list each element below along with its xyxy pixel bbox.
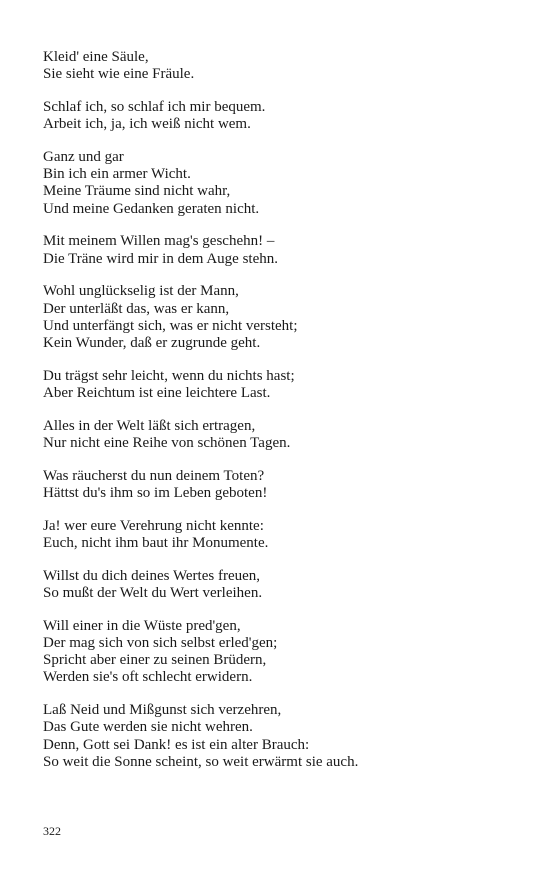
stanza: [43, 702, 513, 771]
verse-line: Ganz und gar: [43, 149, 124, 165]
verse-line: Spricht aber einer zu seinen Brüdern,: [43, 652, 267, 669]
verse-line: Schlaf ich, so schlaf ich mir bequem.: [43, 99, 266, 115]
stanza: [43, 418, 513, 452]
verse-line: Laß Neid und Mißgunst sich verzehren,: [43, 702, 282, 719]
verse-line: Hättst du's ihm so im Leben geboten!: [43, 485, 268, 502]
verse-line: Und unterfängt sich, was er nicht versteht;: [43, 317, 298, 334]
verse-line: Will einer in die Wüste pred'gen,: [43, 617, 241, 634]
verse-line: Arbeit ich, ja, ich weiß nicht wem.: [43, 116, 251, 133]
stanza: [43, 468, 513, 502]
verse-line: Meine Träume sind nicht wahr,: [43, 183, 231, 200]
verse-line: Denn, Gott sei Dank! es ist ein alter Brauch:: [43, 736, 310, 753]
verse-line: Aber Reichtum ist eine leichtere Last.: [43, 385, 271, 402]
stanza: [43, 233, 513, 267]
verse-line: Nur nicht eine Reihe von schönen Tagen.: [43, 435, 291, 452]
verse-line: Kleid' eine Säule,: [43, 49, 149, 65]
stanza: [43, 283, 513, 352]
verse-line: So weit die Sonne scheint, so weit erwärmt sie auch.: [43, 753, 359, 770]
verse-line: Der unterläßt das, was er kann,: [43, 300, 230, 317]
stanza: [43, 149, 513, 218]
stanza: [43, 568, 513, 602]
verse-line: Wohl unglückselig ist der Mann,: [43, 283, 239, 300]
verse-line: Was räucherst du nun deinem Toten?: [43, 467, 265, 484]
verse-line: Ja! wer eure Verehrung nicht kennte:: [43, 517, 264, 534]
verse-line: Alles in der Welt läßt sich ertragen,: [43, 417, 256, 434]
verse-line: Der mag sich von sich selbst erled'gen;: [43, 635, 278, 652]
stanza: [43, 518, 513, 552]
verse-line: Euch, nicht ihm baut ihr Monumente.: [43, 535, 269, 552]
poem-text: [43, 49, 513, 787]
stanza: [43, 618, 513, 687]
verse-line: Sie sieht wie eine Fräule.: [43, 66, 195, 83]
verse-line: Und meine Gedanken geraten nicht.: [43, 200, 260, 217]
stanza: [43, 99, 513, 133]
verse-line: Werden sie's oft schlecht erwidern.: [43, 669, 253, 686]
page-number: 322: [43, 824, 61, 838]
stanza: [43, 49, 513, 83]
verse-line: So mußt der Welt du Wert verleihen.: [43, 585, 263, 602]
verse-line: Mit meinem Willen mag's geschehn! –: [43, 233, 275, 250]
stanza: [43, 368, 513, 402]
verse-line: Bin ich ein armer Wicht.: [43, 166, 191, 183]
verse-line: Willst du dich deines Wertes freuen,: [43, 567, 261, 584]
verse-line: Die Träne wird mir in dem Auge stehn.: [43, 250, 278, 267]
verse-line: Das Gute werden sie nicht wehren.: [43, 719, 253, 736]
verse-line: Kein Wunder, daß er zugrunde geht.: [43, 335, 261, 352]
verse-line: Du trägst sehr leicht, wenn du nichts hast;: [43, 367, 295, 384]
